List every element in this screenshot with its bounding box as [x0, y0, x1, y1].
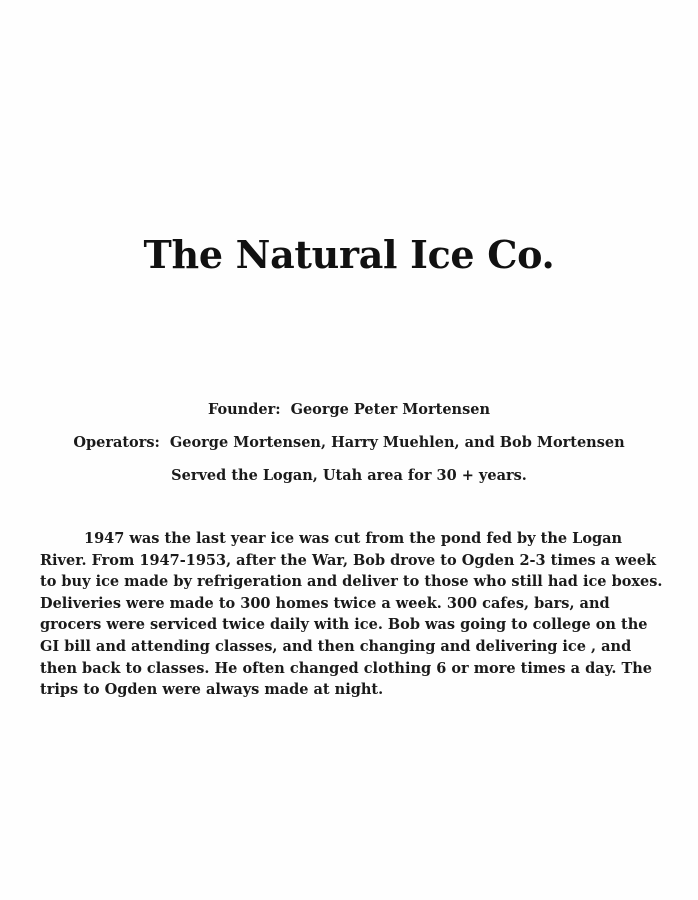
page-title: The Natural Ice Co.: [143, 232, 555, 277]
founder-value: George Peter Mortensen: [290, 401, 491, 418]
founder-label: Founder:: [207, 401, 281, 418]
operators-value: George Mortensen, Harry Muehlen, and Bob Mortensen: [169, 434, 625, 451]
founder-line: [0, 401, 698, 418]
history-paragraph: 1947 was the last year ice was cut from the pond fed by the Logan River. From 1947-1953, after the War, Bob drove to Ogden 2-3 times a week to buy ice made by refrigeration and deliver to those who still had ice boxes. Deliveries were made to 300 homes twice a week. 300 cafes, bars, and grocers were serviced twice daily with ice. Bob was going to college on the GI bill and attending classes, and then changing and delivering ice , and then back to classes. He often changed clothing 6 or more times a day. The trips to Ogden were always made at night.: [40, 530, 663, 699]
operators-label: Operators:: [73, 434, 160, 451]
operators-line: [0, 434, 698, 451]
served-line: Served the Logan, Utah area for 30 + years.: [171, 467, 527, 484]
